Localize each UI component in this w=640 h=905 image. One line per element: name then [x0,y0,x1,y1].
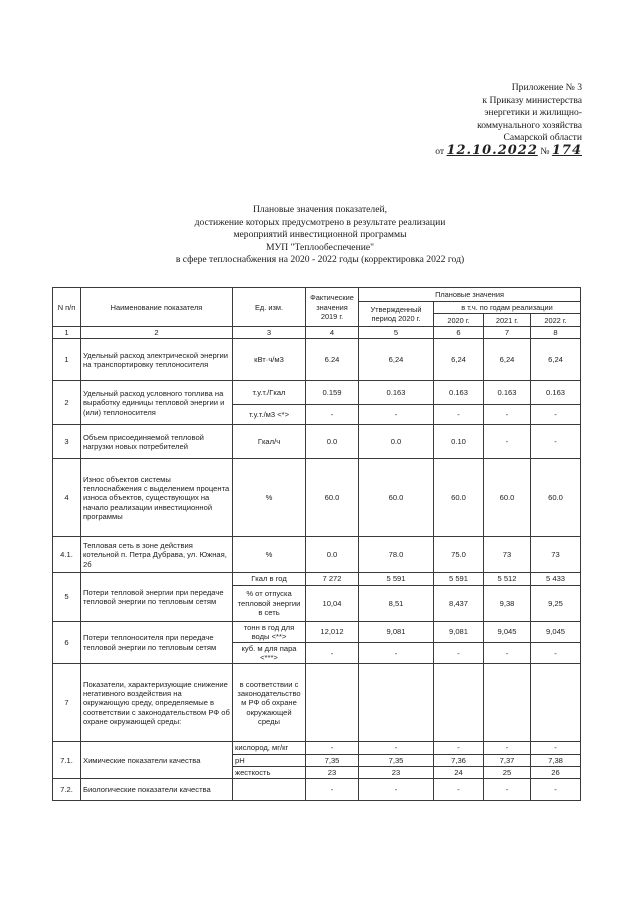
value-cell: - [484,425,531,459]
indicator-name: Тепловая сеть в зоне действия котельной п. Петра Дубрава, ул. Южная, 2б [81,537,233,573]
appendix-line: Самарской области [503,132,582,144]
value-cell: - [531,779,581,801]
value-cell: 7,35 [306,754,359,766]
indicator-name: Химические показатели качества [81,742,233,779]
unit-cell: т.у.т./Гкал [233,381,306,405]
value-cell: 5 591 [434,573,484,585]
order-no-prefix: № [540,145,550,157]
value-cell: 5 433 [531,573,581,585]
row-number: 7 [53,664,81,742]
column-number: 3 [233,327,306,339]
header-2020: 2020 г. [434,314,484,327]
value-cell: 9,25 [531,585,581,621]
column-number: 1 [53,327,81,339]
indicator-name: Потери тепловой энергии при передаче тепловой энергии по тепловым сетям [81,573,233,621]
value-cell: 24 [434,766,484,778]
indicator-name: Биологические показатели качества [81,779,233,801]
value-cell: - [484,742,531,754]
value-cell [306,664,359,742]
value-cell: 6.24 [306,339,359,381]
value-cell: 8,51 [359,585,434,621]
value-cell: 0.163 [359,381,434,405]
unit-cell: Гкал/ч [233,425,306,459]
value-cell: 0.163 [531,381,581,405]
value-cell: 0.163 [484,381,531,405]
value-cell: 6,24 [531,339,581,381]
value-cell: 9,045 [531,621,581,642]
value-cell: 7 272 [306,573,359,585]
unit-cell: куб. м для пара <***> [233,643,306,664]
value-cell: - [306,779,359,801]
row-number: 7.1. [53,742,81,779]
column-number: 5 [359,327,434,339]
value-cell: 5 512 [484,573,531,585]
value-cell: - [306,643,359,664]
value-cell: 9,38 [484,585,531,621]
value-cell: 60.0 [306,459,359,537]
indicators-table [52,287,581,801]
unit-cell: кВт·ч/м3 [233,339,306,381]
row-number: 2 [53,381,81,425]
title-line: Плановые значения показателей, [252,204,388,215]
value-cell: 7,38 [531,754,581,766]
unit-cell: pH [233,754,306,766]
value-cell: 0.0 [306,537,359,573]
column-numbers-row [53,327,581,339]
order-prefix: от [435,145,445,157]
value-cell: 9,045 [484,621,531,642]
value-cell: 0.10 [434,425,484,459]
value-cell: - [306,405,359,425]
unit-cell: жесткость [233,766,306,778]
unit-cell: % [233,537,306,573]
value-cell: - [531,742,581,754]
value-cell: - [531,425,581,459]
table-body [53,288,581,801]
value-cell: - [434,405,484,425]
header-2021: 2021 г. [484,314,531,327]
value-cell: - [484,643,531,664]
value-cell: 60.0 [359,459,434,537]
indicator-name: Удельный расход условного топлива на выработку единицы тепловой энергии и (или) теплоносителя [81,381,233,425]
row-number: 4.1. [53,537,81,573]
document-title [140,204,500,267]
order-number: 174 [551,142,582,158]
value-cell [434,664,484,742]
value-cell: 5 591 [359,573,434,585]
value-cell: 0.163 [434,381,484,405]
row-number: 6 [53,621,81,664]
table-row [53,742,581,754]
unit-cell: т.у.т./м3 <*> [233,405,306,425]
unit-cell: Гкал в год [233,573,306,585]
appendix-line: коммунального хозяйства [477,119,582,131]
row-number: 1 [53,339,81,381]
value-cell: 7,37 [484,754,531,766]
header-approved: Утвержденный период 2020 г. [359,302,434,327]
table-row [53,573,581,585]
row-number: 7.2. [53,779,81,801]
value-cell: 75.0 [434,537,484,573]
indicator-name: Удельный расход электрической энергии на транспортировку теплоносителя [81,339,233,381]
value-cell: - [359,405,434,425]
unit-cell: кислород, мг/кг [233,742,306,754]
value-cell: 8,437 [434,585,484,621]
row-number: 3 [53,425,81,459]
value-cell: - [484,779,531,801]
value-cell: - [359,742,434,754]
title-line: в сфере теплоснабжения на 2020 - 2022 годы (корректировка 2022 год) [175,254,465,266]
appendix-block [435,82,582,165]
row-number: 5 [53,573,81,621]
table-row [53,425,581,459]
value-cell: - [359,779,434,801]
value-cell: 10,04 [306,585,359,621]
column-number: 2 [81,327,233,339]
value-cell: 0.159 [306,381,359,405]
header-num: N п/п [53,288,81,327]
title-line: мероприятий инвестиционной программы [233,229,407,241]
value-cell: - [531,643,581,664]
indicator-name: Показатели, характеризующие снижение негативного воздействия на окружающую среду, определяемые в соответствии с законодательством РФ об охране окружающей среды: [81,664,233,742]
appendix-line: энергетики и жилищно- [484,107,582,119]
value-cell: 6,24 [434,339,484,381]
table-row [53,779,581,801]
value-cell: 26 [531,766,581,778]
value-cell: - [434,742,484,754]
value-cell: 6,24 [484,339,531,381]
header-unit: Ед. изм. [233,288,306,327]
order-line [435,142,582,165]
table-row [53,537,581,573]
order-date: 12.10.2022 [446,142,538,158]
value-cell: 6,24 [359,339,434,381]
table-row [53,381,581,405]
value-cell: 73 [484,537,531,573]
appendix-line: к Приказу министерства [482,94,582,106]
unit-cell [233,779,306,801]
value-cell: 12,012 [306,621,359,642]
header-2022: 2022 г. [531,314,581,327]
header-actual: Фактические значения 2019 г. [306,288,359,327]
value-cell: 9,081 [434,621,484,642]
title-line: МУП "Теплообеспечение" [265,241,375,253]
value-cell: 60.0 [484,459,531,537]
column-number: 6 [434,327,484,339]
value-cell: - [484,405,531,425]
column-number: 8 [531,327,581,339]
value-cell: 7,36 [434,754,484,766]
unit-cell: тонн в год для воды <**> [233,621,306,642]
value-cell: - [306,742,359,754]
indicator-name: Износ объектов системы теплоснабжения с выделением процента износа объектов, существующих на начало реализации инвестиционной программы [81,459,233,537]
value-cell: - [434,779,484,801]
value-cell: - [531,405,581,425]
column-number: 7 [484,327,531,339]
value-cell [359,664,434,742]
value-cell: 0.0 [359,425,434,459]
title-line: достижение которых предусмотрено в результате реализации [194,216,446,228]
table-row [53,459,581,537]
unit-cell: в соответствии с законодательство м РФ об охране окружающей среды [233,664,306,742]
appendix-line: Приложение № 3 [511,82,582,93]
value-cell: 25 [484,766,531,778]
value-cell: 9,081 [359,621,434,642]
unit-cell: % от отпуска тепловой энергии в сеть [233,585,306,621]
value-cell: 0.0 [306,425,359,459]
value-cell [484,664,531,742]
value-cell: 7,35 [359,754,434,766]
header-name: Наименование показателя [81,288,233,327]
value-cell: - [359,643,434,664]
column-number: 4 [306,327,359,339]
table-row [53,664,581,742]
unit-cell: % [233,459,306,537]
header-planned: Плановые значения [359,288,581,302]
value-cell: 23 [306,766,359,778]
value-cell: 60.0 [434,459,484,537]
row-number: 4 [53,459,81,537]
value-cell: 78.0 [359,537,434,573]
header-by-years: в т.ч. по годам реализации [434,302,581,314]
indicator-name: Объем присоединяемой тепловой нагрузки новых потребителей [81,425,233,459]
value-cell: 73 [531,537,581,573]
value-cell: - [434,643,484,664]
table-row [53,339,581,381]
table-row [53,621,581,642]
value-cell [531,664,581,742]
value-cell: 60.0 [531,459,581,537]
indicator-name: Потери теплоносителя при передаче тепловой энергии по тепловым сетям [81,621,233,664]
value-cell: 23 [359,766,434,778]
